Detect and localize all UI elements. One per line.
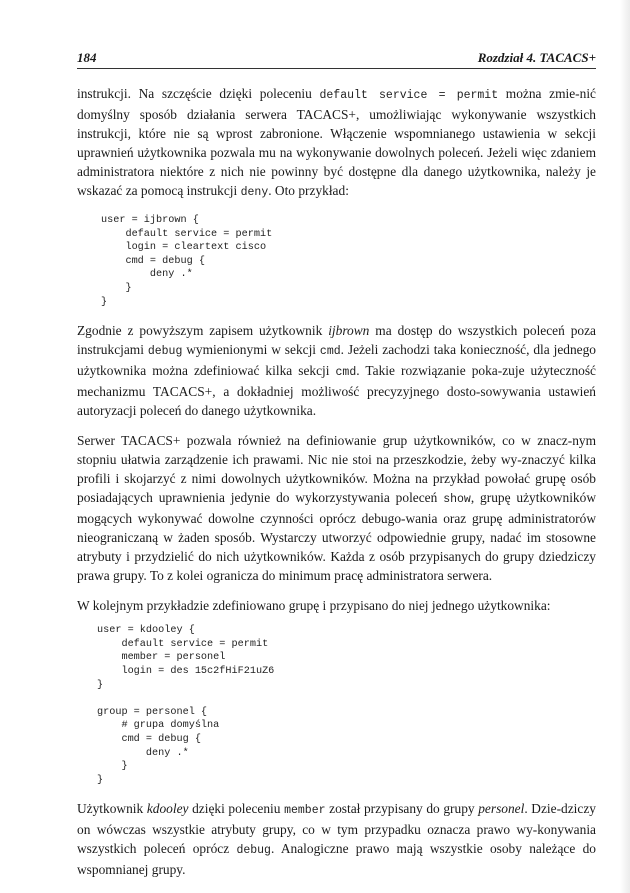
paragraph-2 xyxy=(77,321,596,420)
p5-text-5: . Analogiczne prawo mają wszystkie osoby należące do wspomnianej grupy. xyxy=(77,841,596,878)
code-example-1: user = ijbrown { default service = permit login = cleartext cisco cmd = debug { deny .* } } xyxy=(101,215,273,308)
p5-text-2: dzięki poleceniu xyxy=(188,801,285,817)
page-edge-shadow xyxy=(620,0,630,893)
p2-code-cmd-1: cmd xyxy=(319,345,341,359)
p2-text-5: . Takie rozwiązanie poka-zuje użyteczność mechanizmu TACACS+, a dokładniej możliwość precyzyjnego dosto-sowywania ustawień autoryzacji poleceń do danego użytkownika. xyxy=(77,363,596,419)
paragraph-5 xyxy=(77,799,596,879)
running-header xyxy=(77,48,596,66)
p1-text-3: . Oto przykład: xyxy=(268,183,349,198)
p5-text-4: . Dzie-dziczy on wówczas wszystkie atrybuty grupy, co w tym przypadku oznacza prawo wy-konywania wszystkich poleceń oprócz xyxy=(77,801,596,857)
p2-emph-user: ijbrown xyxy=(328,323,370,339)
p5-code-debug: debug xyxy=(236,844,271,858)
p3-code-show: show xyxy=(443,493,471,507)
paragraph-1 xyxy=(77,84,596,202)
p1-code-default-service: default service = permit xyxy=(319,89,499,102)
p5-text-1: Użytkownik xyxy=(77,801,147,817)
p1-text-1: instrukcji. Na szczęście dzięki poleceniu xyxy=(77,86,320,101)
p1-code-deny: deny xyxy=(240,186,269,199)
p2-text-2: ma dostęp do wszystkich poleceń poza instrukcjami xyxy=(77,323,596,358)
p3-text-2: , grupę użytkowników mogących wykonywać dowolne czynności oprócz debugo-wania oraz grupę administratorów nieograniczaną w żaden sposób. Wystarczy utworzyć odpowiednie grupy, nadać im stosowne atrybuty i przydzielić do nich użytkowników. Każda z osób przypisanych do grupy dziedziczy prawa grupy. To z kolei ogranicza do minimum pracę administratora serwera. xyxy=(77,490,596,584)
code-example-2: user = kdooley { default service = permit member = personel login = des 15c2fHiF21uZ6 } group = personel { # grupa domyślna cmd = debug { deny .* } } xyxy=(97,625,275,786)
p5-emph-user: kdooley xyxy=(146,801,189,817)
p1-text-2: można zmie-nić domyślny sposób działania serwera TACACS+, umożliwiając wykonywanie wszystkich instrukcji, które nie są wprost zabronione. Włączenie wspomnianego ustawienia w sekcji uprawnień użytkownika pozwala mu na wykonywanie dowolnych poleceń. Jeżeli więc zdaniem administratora niektóre z nich nie powinny być dostępne dla danego użytkownika, należy je wskazać za pomocą instrukcji xyxy=(77,86,596,198)
p5-text-3: został przypisany do grupy xyxy=(325,801,479,817)
p3-text-1: Serwer TACACS+ pozwala również na definiowanie grup użytkowników, co w znacz-nym stopniu ułatwia zarządzenie ich prawami. Nic nie stoi na przeszkodzie, żeby wy-znaczyć kilka profili i skojarzyć z nimi dowolnych użytkowników. Można na przykład powołać grupę osób posiadających uprawnienia jedynie do wykorzystywania poleceń xyxy=(77,433,596,506)
p5-code-member: member xyxy=(284,804,326,818)
p2-text-4: . Jeżeli zachodzi taka konieczność, dla jednego użytkownika można zdefiniować kilka sekcji xyxy=(77,342,596,379)
paragraph-3 xyxy=(77,431,596,585)
header-rule xyxy=(77,68,596,69)
p2-text-1: Zgodnie z powyższym zapisem użytkownik xyxy=(77,323,329,339)
p2-text-3: wymienionymi w sekcji xyxy=(182,342,320,358)
page-number: 184 xyxy=(77,50,97,65)
p5-emph-group: personel xyxy=(478,801,525,817)
chapter-title: Rozdział 4. TACACS+ xyxy=(477,50,596,65)
p2-code-debug: debug xyxy=(147,345,183,359)
page-body xyxy=(77,84,596,879)
paragraph-4: W kolejnym przykładzie zdefiniowano grupę i przypisano do niej jednego użytkownika: xyxy=(77,598,551,614)
p2-code-cmd-2: cmd xyxy=(335,366,357,380)
